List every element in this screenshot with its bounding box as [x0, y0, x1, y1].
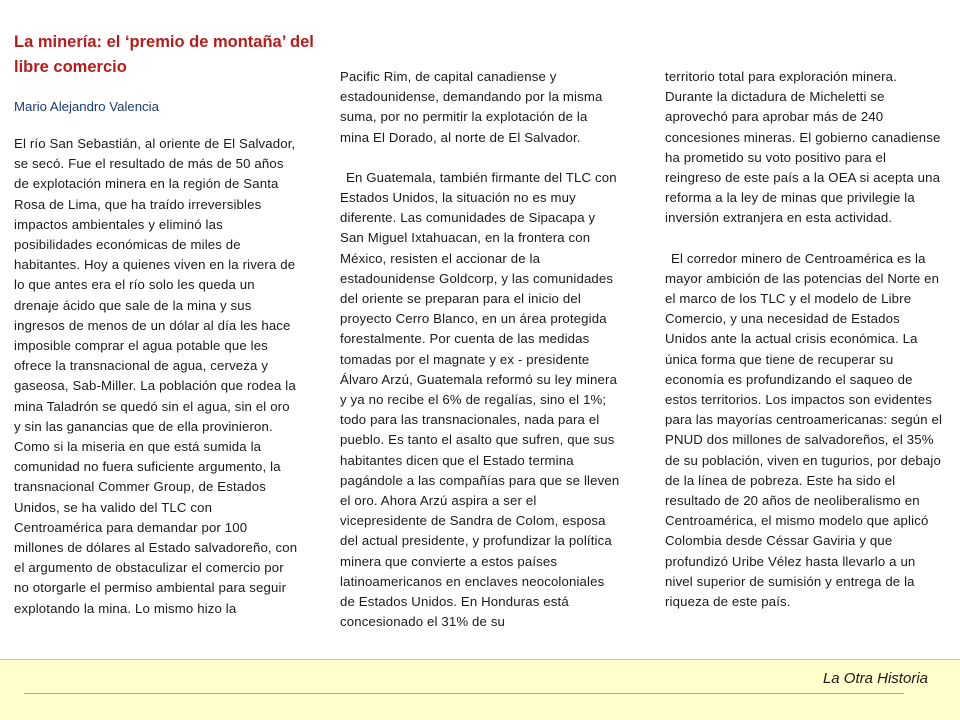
text-column-2	[340, 67, 620, 632]
footer-divider	[24, 693, 904, 694]
paragraph: El corredor minero de Centroamérica es la mayor ambición de las potencias del Norte en el marco de los TLC y el modelo de Libre Comercio, y una necesidad de Estados Unidos ante la actual crisis económica. La única forma que tiene de recuperar su economía es profundizando el saqueo de estos territorios. Los impactos son evidentes para las mayorías centroamericanas: según el PNUD dos millones de salvadoreños, el 35% de su población, viven en tugurios, por debajo de la línea de pobreza. Este ha sido el resultado de 20 años de neoliberalismo en Centroamérica, el mismo modelo que aplicó Colombia desde Céssar Gaviria y que profundizó Uribe Vélez hasta llevarlo a un nivel superior de sumisión y entrega de la riqueza de este país.	[665, 250, 943, 610]
footer-publication-label: La Otra Historia	[822, 670, 928, 687]
article-author: Mario Alejandro Valencia	[14, 99, 159, 114]
paragraph: El río San Sebastián, al oriente de El Salvador, se secó. Fue el resultado de más de 50 años de explotación minera en la región de Santa Rosa de Lima, que ha traído irreversibles impactos ambientales y eliminó las posibilidades económicas de miles de habitantes. Hoy a quienes viven en la rivera de lo que antes era el río solo les queda un drenaje ácido que sale de la mina y sus ingresos de menos de un dólar al día les hace imposible comprar el agua potable que les ofrece la transnacional de agua, cerveza y gaseosa, Sab-Miller. La población que rodea la mina Taladrón se quedó sin el agua, sin el oro y sin las ganancias que de ella provinieron. Como si la miseria en que está sumida la comunidad no fuera suficiente argumento, la transnacional Commer Group, de Estados Unidos, se ha valido del TLC con Centroamérica para demandar por 100 millones de dólares al Estado salvadoreño, con el argumento de obstaculizar el comercio por no otorgarle el permiso ambiental para seguir explotando la mina. Lo mismo hizo la	[14, 136, 298, 616]
text-column-3	[665, 67, 945, 612]
text-column-1	[14, 134, 299, 619]
paragraph: territorio total para exploración minera. Durante la dictadura de Micheletti se aprovechó para aprobar más de 240 concesiones mineras. El gobierno canadiense ha prometido su voto positivo para el reingreso de este país a la OEA si acepta una reforma a la ley de minas que privilegie la inversión extranjera en esta actividad.	[665, 69, 941, 226]
footer-bar	[0, 659, 960, 720]
article-title: La minería: el ‘premio de montaña’ del libre comercio	[14, 33, 314, 76]
paragraph: En Guatemala, también firmante del TLC con Estados Unidos, la situación no es muy diferente. Las comunidades de Sipacapa y San Miguel Ixtahuacan, en la frontera con México, resisten el accionar de la estadounidense Goldcorp, y las comunidades del oriente se preparan para el inicio del proyecto Cerro Blanco, en un área protegida forestalmente. Por cuenta de las medidas tomadas por el magnate y ex - presidente Álvaro Arzú, Guatemala reformó su ley minera y ya no recibe el 6% de regalías, sino el 1%; todo para las transnacionales, nada para el pueblo. Es tanto el asalto que sufren, que sus habitantes dicen que el Estado termina pagándole a las compañías para que se lleven el oro. Ahora Arzú aspira a ser el vicepresidente de Sandra de Colom, esposa del actual presidente, y profundizar la política minera que convierte a estos países latinoamericanos en enclaves neocoloniales de Estados Unidos. En Honduras está concesionado el 31% de su	[340, 169, 620, 630]
paragraph: Pacific Rim, de capital canadiense y estadounidense, demandando por la misma suma, por no permitir la explotación de la mina El Dorado, al norte de El Salvador.	[340, 69, 603, 145]
